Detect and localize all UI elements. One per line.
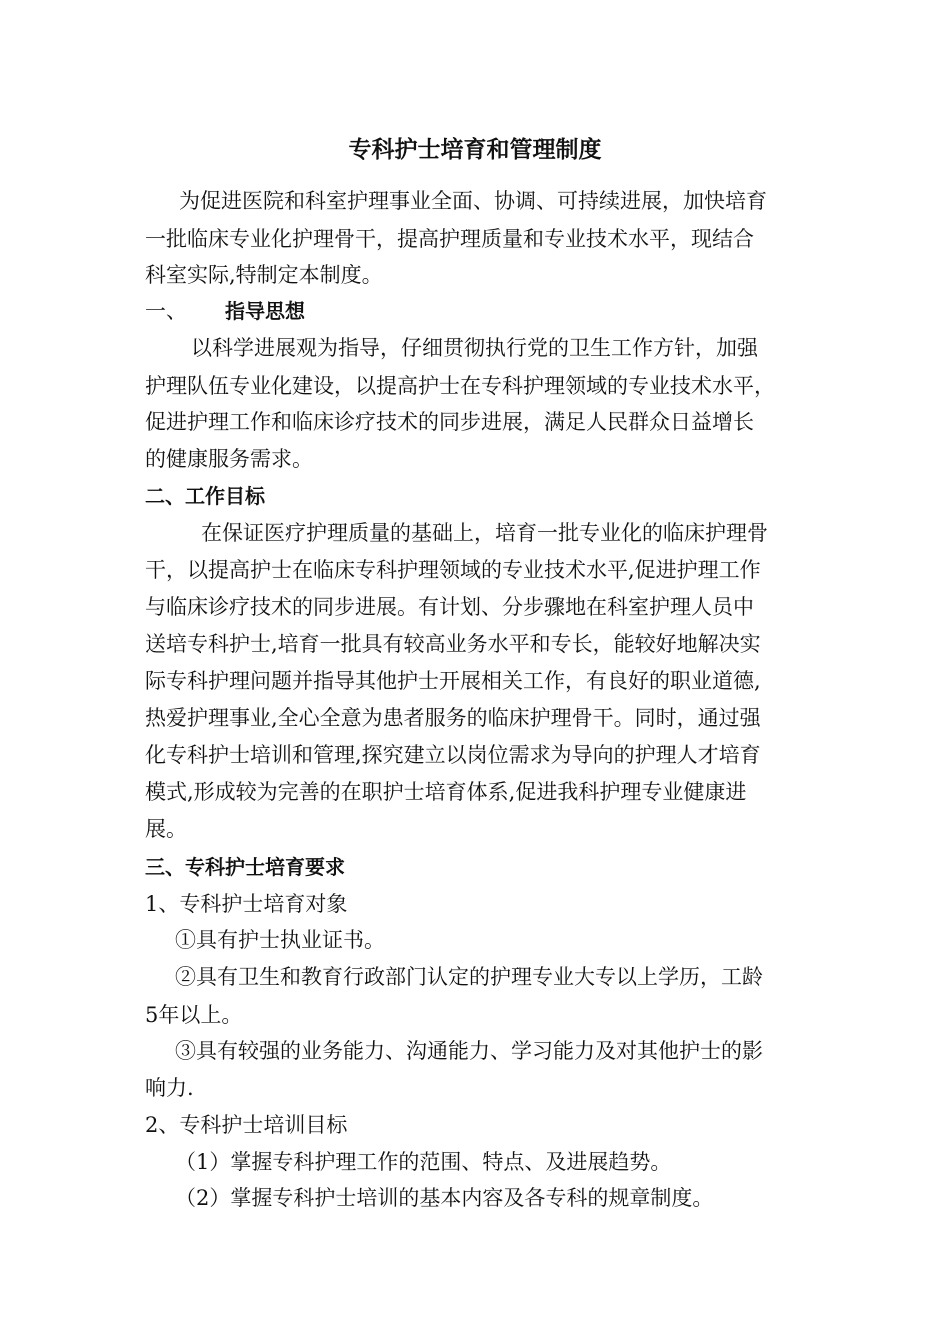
section2-line-8: 模式,形成较为完善的在职护士培育体系,促进我科护理专业健康进: [145, 780, 747, 804]
sub1-item-2-line-2: 5年以上。: [145, 1003, 243, 1027]
section2-line-5: 际专科护理问题并指导其他护士开展相关工作，有良好的职业道德,: [145, 669, 761, 693]
section2-line-3: 与临床诊疗技术的同步进展。有计划、分步骤地在科室护理人员中: [145, 595, 754, 619]
section2-line-7: 化专科护士培训和管理,探究建立以岗位需求为导向的护理人才培育: [145, 743, 761, 767]
section1-line-1: 以科学进展观为指导，仔细贯彻执行党的卫生工作方针，加强: [191, 336, 758, 360]
sub1-heading: 1、专科护士培育对象: [145, 892, 348, 916]
section1-line-2: 护理队伍专业化建设，以提高护士在专科护理领域的专业技术水平，: [145, 374, 775, 398]
section1-heading: 指导思想: [225, 299, 305, 323]
intro-line-3: 科室实际,特制定本制度。: [145, 263, 383, 287]
section1-number: 一、: [145, 299, 187, 323]
intro-line-1: 为促进医院和科室护理事业全面、协调、可持续进展，加快培育: [179, 189, 767, 213]
intro-line-2: 一批临床专业化护理骨干，提高护理质量和专业技术水平，现结合: [145, 227, 754, 251]
sub1-item-2-line-1: ②具有卫生和教育行政部门认定的护理专业大专以上学历，工龄: [175, 965, 763, 989]
section3-heading: 三、专科护士培育要求: [145, 855, 345, 879]
sub1-item-3-line-2: 响力.: [145, 1076, 194, 1100]
sub1-item-3-line-1: ③具有较强的业务能力、沟通能力、学习能力及对其他护士的影: [175, 1039, 763, 1063]
sub2-item-1: （1）掌握专科护理工作的范围、特点、及进展趋势。: [175, 1150, 672, 1174]
section2-line-2: 干，以提高护士在临床专科护理领域的专业技术水平,促进护理工作: [145, 558, 761, 582]
sub2-heading: 2、专科护士培训目标: [145, 1113, 348, 1137]
section2-line-4: 送培专科护士,培育一批具有较高业务水平和专长，能较好地解决实: [145, 632, 761, 656]
page-title: 专科护士培育和管理制度: [348, 137, 602, 163]
section2-line-6: 热爱护理事业,全心全意为患者服务的临床护理骨干。同时，通过强: [145, 706, 761, 730]
sub1-item-1: ①具有护士执业证书。: [175, 928, 385, 952]
section2-line-1: 在保证医疗护理质量的基础上，培育一批专业化的临床护理骨: [201, 521, 768, 545]
section2-line-9: 展。: [145, 817, 187, 841]
section1-line-3: 促进护理工作和临床诊疗技术的同步进展，满足人民群众日益增长: [145, 410, 754, 434]
section1-line-4: 的健康服务需求。: [145, 447, 313, 471]
sub2-item-2: （2）掌握专科护士培训的基本内容及各专科的规章制度。: [175, 1186, 714, 1210]
section1-heading-row: [145, 293, 815, 329]
section2-heading: 二、工作目标: [145, 484, 265, 508]
